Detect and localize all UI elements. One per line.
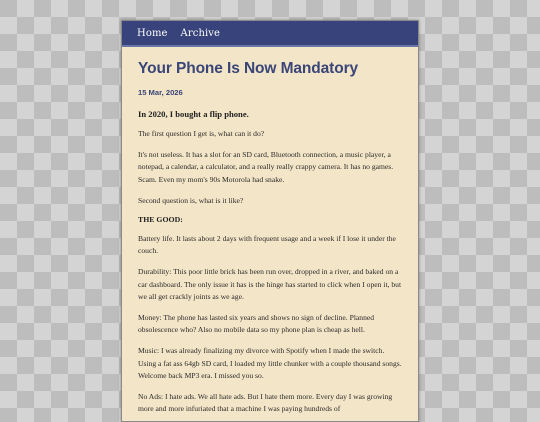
paragraph-music: Music: I was already finalizing my divorce with Spotify when I made the switch. Using a fat ass 64gb SD card, I loaded my little chunker with a couple thousand songs. Welcome back MP3 era. I missed you so. xyxy=(138,346,402,380)
paragraph-no-ads: No Ads: I hate ads. We all hate ads. But I hate them more. Every day I was growing more and more infuriated that a machine I was paying hundreds of xyxy=(138,392,393,414)
nav-home-link[interactable]: Home xyxy=(137,27,168,39)
post-title: Your Phone Is Now Mandatory xyxy=(138,60,359,77)
section-heading-good: THE GOOD: xyxy=(138,215,183,225)
paragraph-battery: Battery life. It lasts about 2 days with frequent usage and a week if I lose it under the couch. xyxy=(138,234,396,256)
post-lead: In 2020, I bought a flip phone. xyxy=(138,109,249,119)
paragraph-second-question: Second question is, what is it like? xyxy=(138,195,244,205)
paragraph-money: Money: The phone has lasted six years and shows no sign of decline. Planned obsolescence who? Also no mobile data so my phone plan is cheap as hell. xyxy=(138,313,375,335)
post-date: 15 Mar, 2026 xyxy=(138,88,183,97)
top-nav xyxy=(122,21,418,47)
paragraph-features: It's not useless. It has a slot for an SD card, Bluetooth connection, a music player, a notepad, a calendar, a calculator, and a really really crappy camera. It has no games. Scam. Even my mom's 90s Motorola had snake. xyxy=(138,150,394,184)
nav-archive-link[interactable]: Archive xyxy=(180,27,221,39)
page-container xyxy=(121,20,419,422)
paragraph-first-question: The first question I get is, what can it do? xyxy=(138,129,265,138)
paragraph-durability: Durability: This poor little brick has been run over, dropped in a river, and baked on a car dashboard. The only issue it has is the hinge has started to click when I open it, but we all get crackly joints as we age. xyxy=(138,267,402,301)
post-content xyxy=(122,47,418,415)
